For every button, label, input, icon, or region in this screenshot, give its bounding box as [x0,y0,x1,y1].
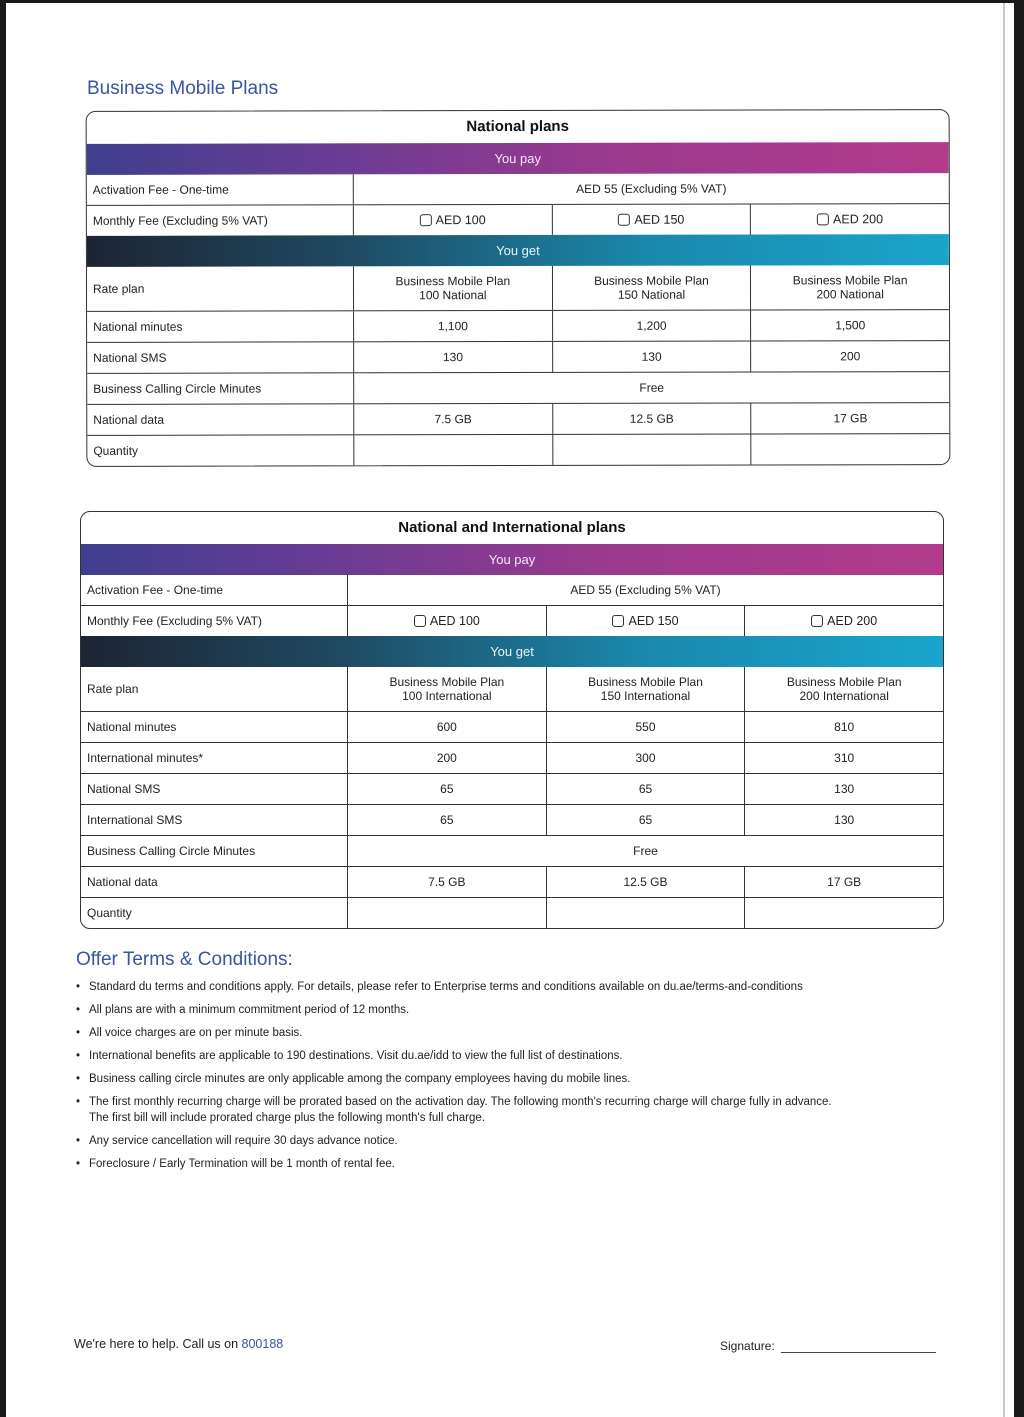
quantity-row [87,433,949,466]
terms-item [76,1157,976,1173]
plan-name: Business Mobile Plan [395,274,511,289]
terms-item [76,980,976,996]
quantity-input[interactable] [547,898,746,928]
plan-tier: 150 National [617,287,686,302]
bullet-icon: • [76,1050,81,1062]
value-cell: 600 [348,712,547,742]
fee-label: AED 200 [832,212,884,227]
bullet-icon: • [76,981,81,993]
plan-name: Business Mobile Plan [594,273,709,288]
quantity-input[interactable] [348,898,547,928]
value-cell: 130 [354,342,553,372]
table-title: National plans [466,117,569,136]
table-row [81,804,943,835]
monthly-fee-option-150[interactable] [547,606,746,636]
signature-field [720,1339,936,1353]
you-get-band: You get [87,234,949,267]
bullet-icon: • [76,1004,81,1016]
row-label: Monthly Fee (Excluding 5% VAT) [81,606,348,636]
checkbox[interactable] [811,615,823,627]
plan-name: Business Mobile Plan [389,675,505,689]
monthly-fee-option-100[interactable] [348,606,547,636]
checkbox[interactable] [618,214,630,226]
calling-circle-row [87,371,949,404]
terms-text: All plans are with a minimum commitment period of 12 months. [89,1004,410,1016]
bullet-icon: • [76,1134,81,1147]
value-cell: 130 [553,342,752,372]
plan-tier: 100 National [419,288,487,303]
checkbox[interactable] [817,213,829,225]
row-label: Quantity [87,435,354,466]
activation-fee-row [87,173,949,205]
quantity-row [81,897,943,928]
terms-text: Business calling circle minutes are only applicable among the company employees having du mobile lines. [89,1073,631,1085]
rate-plan-row [87,265,949,311]
row-label: Monthly Fee (Excluding 5% VAT) [87,205,354,236]
calling-circle-value: Free [639,380,665,395]
value-cell: 65 [547,805,746,835]
bullet-icon: • [76,1027,81,1039]
monthly-fee-option-100[interactable] [354,205,553,235]
monthly-fee-row [81,605,943,636]
plan-tier: 100 International [402,689,492,703]
table-title: National and International plans [398,519,626,536]
value-cell: 65 [547,774,746,804]
plan-name: Business Mobile Plan [588,675,703,689]
row-label: Rate plan [87,266,354,311]
you-pay-band: You pay [87,142,949,175]
fee-label: AED 100 [429,614,480,628]
row-label: Activation Fee - One-time [81,575,348,605]
terms-text: All voice charges are on per minute basis. [89,1027,303,1039]
table-row [81,773,943,804]
rate-plan-cell [348,667,547,711]
plan-tier: 200 National [816,287,884,302]
table-row [81,711,943,742]
row-label: National minutes [81,712,348,742]
help-line [74,1337,283,1351]
plan-name: Business Mobile Plan [792,273,908,288]
terms-text: The first bill will include prorated charge plus the following month's full charge. [89,1111,485,1124]
row-label: Business Calling Circle Minutes [81,836,348,866]
terms-item [76,1072,976,1088]
row-label: International SMS [81,805,348,835]
quantity-input[interactable] [745,898,943,928]
row-label: National SMS [87,342,354,373]
value-cell: 12.5 GB [547,867,746,897]
checkbox[interactable] [414,615,426,627]
value-cell: 1,500 [835,318,866,333]
value-cell: 12.5 GB [553,404,752,434]
bullet-icon: • [76,1073,81,1085]
value-cell: 550 [547,712,746,742]
terms-list [76,980,976,1180]
fee-label: AED 100 [435,213,486,228]
terms-item [76,1095,976,1126]
checkbox[interactable] [420,214,432,226]
row-label: International minutes* [81,743,348,773]
value-cell: 310 [834,751,855,765]
monthly-fee-option-200[interactable] [751,204,949,234]
rate-plan-cell [751,265,949,309]
rate-plan-cell [354,266,553,310]
terms-item [76,1134,976,1150]
row-label: Quantity [81,898,348,928]
terms-item [76,1003,976,1019]
monthly-fee-row [87,203,949,236]
activation-fee-row [81,575,943,605]
fee-label: AED 200 [827,614,878,628]
value-cell: 810 [834,720,855,734]
quantity-input[interactable] [752,434,950,464]
table-row [87,309,949,342]
help-text: We're here to help. Call us on [74,1337,242,1351]
activation-fee-value: AED 55 (Excluding 5% VAT) [576,181,727,196]
national-plans-table [86,109,951,467]
activation-fee-value: AED 55 (Excluding 5% VAT) [570,583,721,597]
value-cell: 130 [834,782,855,796]
rate-plan-cell [553,266,752,310]
plan-tier: 150 International [600,689,691,703]
value-cell: 7.5 GB [348,867,547,897]
plan-tier: 200 International [799,689,889,703]
plan-name: Business Mobile Plan [786,675,902,689]
bullet-icon: • [76,1096,81,1108]
value-cell: 200 [348,743,547,773]
row-label: National data [81,867,348,897]
value-cell: 65 [348,774,547,804]
checkbox[interactable] [612,615,624,627]
terms-text: Foreclosure / Early Termination will be 1 month of rental fee. [89,1157,395,1170]
signature-line[interactable] [781,1340,936,1353]
terms-text: International benefits are applicable to 190 destinations. Visit du.ae/idd to view the full list of destinations. [89,1050,623,1062]
phone-link[interactable]: 800188 [241,1337,284,1351]
value-cell: 17 GB [833,411,868,426]
value-cell: 130 [834,813,855,827]
national-international-plans-table [80,511,944,929]
fee-label: AED 150 [634,212,685,227]
row-label: National data [87,404,354,435]
value-cell: 1,100 [354,311,553,341]
monthly-fee-option-200[interactable] [745,606,943,636]
you-pay-band: You pay [81,544,943,575]
row-label: Business Calling Circle Minutes [87,373,354,404]
table-row [81,742,943,773]
calling-circle-value: Free [633,844,658,858]
table-row [87,340,949,373]
value-cell: 300 [547,743,746,773]
value-cell: 1,200 [553,311,752,341]
quantity-input[interactable] [553,435,752,465]
terms-title: Offer Terms & Conditions: [76,949,293,970]
page-edge-divider [1003,3,1005,1417]
quantity-input[interactable] [354,435,553,465]
national-data-row [81,866,943,897]
row-label: Activation Fee - One-time [87,174,354,205]
terms-text: The first monthly recurring charge will be prorated based on the activation day. The following month's recurring charge will charge fully in advance. [89,1096,832,1108]
row-label: National SMS [81,774,348,804]
rate-plan-cell [547,667,746,711]
page-title: Business Mobile Plans [87,78,279,99]
row-label: Rate plan [81,667,348,711]
value-cell: 65 [348,805,547,835]
terms-text: Any service cancellation will require 30 days advance notice. [89,1134,398,1147]
value-cell: 200 [840,349,861,364]
bullet-icon: • [76,1157,81,1170]
national-data-row [87,402,949,435]
fee-label: AED 150 [628,614,679,628]
monthly-fee-option-150[interactable] [552,205,751,235]
terms-item [76,1049,976,1065]
terms-item [76,1026,976,1042]
rate-plan-row [81,667,943,711]
calling-circle-row [81,835,943,866]
you-get-band: You get [81,636,943,667]
terms-text: Standard du terms and conditions apply. For details, please refer to Enterprise terms and conditions available on du.ae/terms-and-conditions [89,981,803,993]
rate-plan-cell [745,667,943,711]
row-label: National minutes [87,311,354,342]
signature-label: Signature: [720,1339,775,1353]
value-cell: 7.5 GB [354,404,553,434]
value-cell: 17 GB [827,875,862,889]
